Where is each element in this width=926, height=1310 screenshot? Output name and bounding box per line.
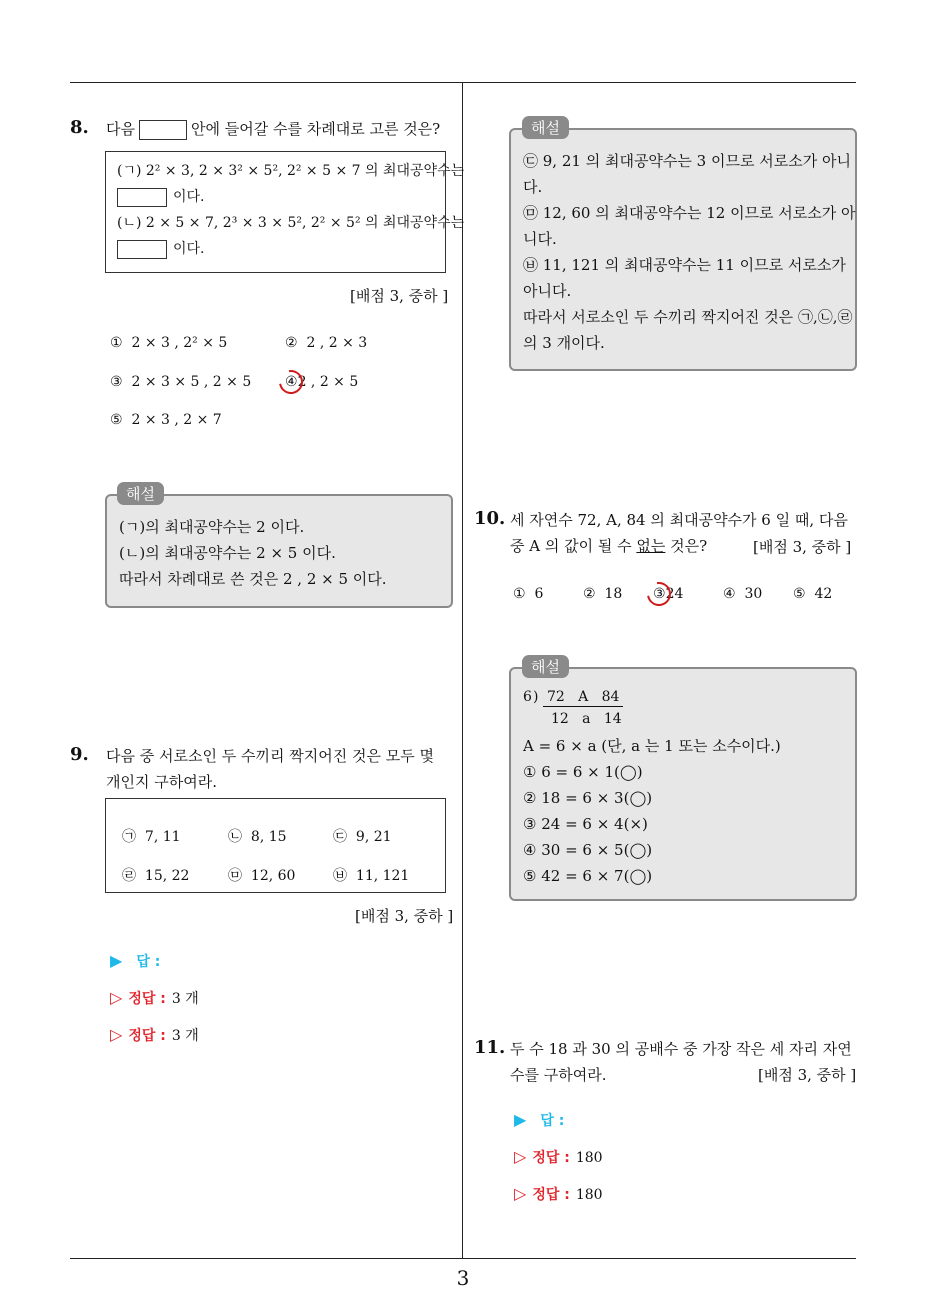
play-outline-icon: ▷ — [514, 1184, 527, 1203]
question-11-correct-row-repeat — [514, 1184, 603, 1204]
correct-label: 정답 : — [532, 1150, 570, 1166]
play-icon: ▶ — [110, 951, 123, 970]
selected-answer-circle-mark — [274, 365, 307, 398]
selected-answer-circle-mark — [642, 577, 675, 610]
condition-b-end: 이다. — [173, 241, 205, 257]
explanation-label: 해설 — [522, 655, 569, 678]
explanation-line: ④ 30 = 6 × 5(◯) — [523, 841, 653, 859]
question-10-number: 10. — [474, 508, 506, 529]
correct-value: 180 — [575, 1150, 603, 1166]
question-11-prompt-line-1: 두 수 18 과 30 의 공배수 중 가장 작은 세 자리 자연 — [510, 1040, 852, 1058]
pair-mark: ㉤ — [228, 868, 242, 884]
explanation-line: ③ 24 = 6 × 4(×) — [523, 815, 648, 833]
correct-label: 정답 : — [128, 991, 166, 1007]
pair-mark: ㉠ — [122, 829, 136, 845]
pair-text: 11, 121 — [355, 868, 410, 884]
pair-f — [333, 865, 409, 885]
condition-a-blank — [117, 188, 167, 207]
question-9-correct-row-repeat — [110, 1025, 199, 1045]
condition-b: (ㄴ) 2 × 5 × 7, 2³ × 3 × 5², 2² × 5² 의 최대공약수는 — [117, 215, 465, 231]
pair-mark: ㉢ — [333, 829, 347, 845]
question-11-score: [배점 3, 중하 ] — [758, 1066, 857, 1084]
explanation-line: 따라서 서로소인 두 수끼리 짝지어진 것은 ㉠,㉡,㉣ — [523, 308, 853, 326]
question-8-prompt-end: 안에 들어갈 수를 차례대로 고른 것은? — [190, 120, 441, 138]
short-division: 6 ) 72 A 84 12 a 14 — [523, 689, 622, 727]
explanation-line: ① 6 = 6 × 1(◯) — [523, 763, 643, 781]
play-outline-icon: ▷ — [110, 988, 123, 1007]
choice-mark: ③ — [110, 374, 123, 390]
answer-blank — [139, 120, 187, 140]
question-8-choice-3[interactable] — [110, 374, 251, 390]
condition-a: (ㄱ) 2² × 3, 2 × 3² × 5², 2² × 5 × 7 의 최대공약수는 — [117, 163, 465, 179]
pair-text: 15, 22 — [144, 868, 190, 884]
choice-text: 42 — [814, 586, 833, 602]
prompt-part: 중 A 의 값이 될 수 — [510, 537, 632, 555]
play-outline-icon: ▷ — [514, 1147, 527, 1166]
question-8-choice-5[interactable] — [110, 412, 222, 428]
correct-value: 3 개 — [171, 1028, 199, 1044]
choice-mark: ⑤ — [793, 586, 806, 602]
column-divider — [462, 82, 463, 1258]
explanation-line: ㉥ 11, 121 의 최대공약수는 11 이므로 서로소가 — [523, 256, 846, 274]
condition-b-blank — [117, 240, 167, 259]
choice-mark: ① — [110, 335, 123, 351]
question-8-number: 8. — [70, 117, 89, 138]
choice-text: 2 , 2 × 5 — [297, 374, 359, 390]
explanation-label: 해설 — [117, 482, 164, 505]
question-11-number: 11. — [474, 1037, 506, 1058]
question-11-prompt-line-2: 수를 구하여라. — [510, 1066, 607, 1084]
question-9-score: [배점 3, 중하 ] — [355, 907, 454, 925]
pair-text: 8, 15 — [250, 829, 287, 845]
choice-mark: ④ — [723, 586, 736, 602]
pair-text: 7, 11 — [144, 829, 181, 845]
question-9-number: 9. — [70, 744, 89, 765]
pair-text: 12, 60 — [250, 868, 296, 884]
play-icon: ▶ — [514, 1110, 527, 1129]
explanation-line: A = 6 × a (단, a 는 1 또는 소수이다.) — [523, 737, 781, 755]
pair-a — [122, 826, 181, 846]
explanation-line: ② 18 = 6 × 3(◯) — [523, 789, 653, 807]
choice-text: 24 — [665, 586, 684, 602]
choice-mark: ② — [583, 586, 596, 602]
question-8-prompt-start: 다음 — [106, 120, 135, 138]
pair-text: 9, 21 — [355, 829, 392, 845]
pair-e — [228, 865, 295, 885]
choice-text: 6 — [534, 586, 544, 602]
question-9-answer-row[interactable] — [110, 951, 160, 971]
question-8-condition-box — [105, 151, 465, 273]
question-8-prompt — [106, 116, 440, 142]
question-9-correct-row — [110, 988, 199, 1008]
division-dividend: 72 A 84 — [543, 689, 623, 707]
explanation-line: (ㄱ)의 최대공약수는 2 이다. — [119, 518, 305, 536]
pair-mark: ㉣ — [122, 868, 136, 884]
question-10-choice-4[interactable] — [723, 586, 762, 602]
question-8-choice-2[interactable] — [285, 335, 367, 351]
prompt-emphasis: 없는 — [636, 537, 666, 555]
prompt-part: 것은? — [670, 537, 708, 555]
choice-mark: ① — [513, 586, 526, 602]
pair-b — [228, 826, 287, 846]
explanation-line: 니다. — [523, 230, 557, 248]
question-11-correct-row — [514, 1147, 603, 1167]
answer-label: 답 : — [136, 954, 161, 970]
question-8-choice-1[interactable] — [110, 335, 227, 351]
question-9-prompt-line-2: 개인지 구하여라. — [106, 773, 217, 791]
question-11-answer-row[interactable] — [514, 1110, 564, 1130]
question-8-explanation-box — [105, 494, 453, 608]
question-9-prompt-line-1: 다음 중 서로소인 두 수끼리 짝지어진 것은 모두 몇 — [106, 747, 434, 765]
choice-text: 2 , 2 × 3 — [306, 335, 368, 351]
question-9-prompt — [106, 743, 434, 795]
question-8-score: [배점 3, 중하 ] — [350, 287, 449, 305]
explanation-line: 아니다. — [523, 282, 572, 300]
choice-text: 2 × 3 × 5 , 2 × 5 — [131, 374, 252, 390]
explanation-line: 따라서 차례대로 쓴 것은 2 , 2 × 5 이다. — [119, 570, 387, 588]
pair-mark: ㉡ — [228, 829, 242, 845]
explanation-line: (ㄴ)의 최대공약수는 2 × 5 이다. — [119, 544, 336, 562]
choice-mark: ⑤ — [110, 412, 123, 428]
correct-label: 정답 : — [532, 1187, 570, 1203]
correct-label: 정답 : — [128, 1028, 166, 1044]
question-9-explanation-box — [509, 128, 857, 371]
correct-value: 3 개 — [171, 991, 199, 1007]
explanation-line: ⑤ 42 = 6 × 7(◯) — [523, 867, 653, 885]
bottom-rule — [70, 1258, 856, 1259]
choice-text: 18 — [604, 586, 623, 602]
choice-text: 2 × 3 , 2 × 7 — [131, 412, 222, 428]
question-10-choice-2[interactable] — [583, 586, 622, 602]
question-10-choice-5[interactable] — [793, 586, 832, 602]
explanation-label: 해설 — [522, 116, 569, 139]
condition-a-end: 이다. — [173, 189, 205, 205]
question-10-prompt-line-1: 세 자연수 72, A, 84 의 최대공약수가 6 일 때, 다음 — [510, 511, 848, 529]
pair-d — [122, 865, 189, 885]
choice-mark: ③ — [653, 586, 666, 602]
explanation-line: ㉤ 12, 60 의 최대공약수는 12 이므로 서로소가 아 — [523, 204, 856, 222]
choice-mark: ④ — [285, 374, 298, 390]
answer-label: 답 : — [540, 1113, 565, 1129]
condition-b-tail — [117, 236, 445, 262]
explanation-line: ㉢ 9, 21 의 최대공약수는 3 이므로 서로소가 아니 — [523, 152, 851, 170]
explanation-line: 의 3 개이다. — [523, 334, 605, 352]
page-number: 3 — [456, 1266, 470, 1290]
condition-a-tail — [117, 184, 445, 210]
explanation-line: 다. — [523, 178, 543, 196]
play-outline-icon: ▷ — [110, 1025, 123, 1044]
question-10-score: [배점 3, 중하 ] — [753, 538, 852, 556]
pair-c — [333, 826, 392, 846]
choice-mark: ② — [285, 335, 298, 351]
question-10-explanation-box — [509, 667, 857, 901]
correct-value: 180 — [575, 1187, 603, 1203]
choice-text: 2 × 3 , 2² × 5 — [131, 335, 228, 351]
choice-text: 30 — [744, 586, 763, 602]
division-quotient: 12 a 14 — [551, 711, 622, 727]
top-rule — [70, 82, 856, 83]
pair-mark: ㉥ — [333, 868, 347, 884]
question-10-choice-1[interactable] — [513, 586, 543, 602]
division-divisor: 6 — [523, 689, 532, 705]
